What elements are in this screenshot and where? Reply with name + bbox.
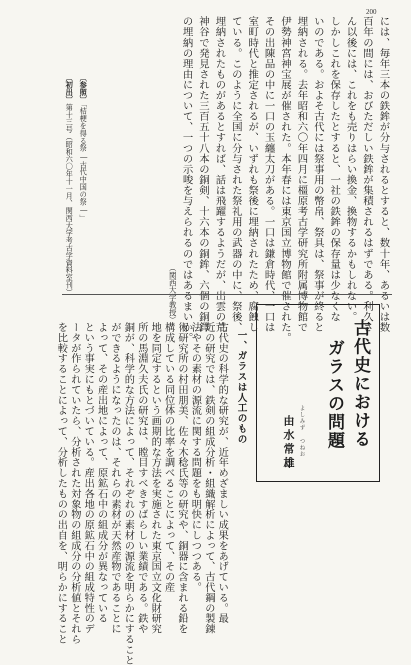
article-body-line: 法やその素材の源流に関する問題をも明快にしつつある。 [189, 322, 201, 593]
article-body-line: ータが作られていたら、分析された対象物の組成分の分析値とそれら [68, 322, 80, 645]
body-line: の埋納の理由について、一つの示唆を与えられるのではあるまいか。 [180, 16, 193, 344]
note-reference-text: 「桔梗を得る祭―古代中国の祭―」 [79, 103, 89, 223]
article-body-line: ができるようになったのは、それらの素材が天然産物であることに [109, 322, 120, 634]
body-line: その出陳品の中に一口の玉纏太刀がある。一口は鎌倉時代、一口は [262, 16, 275, 333]
article-body-line: 古代史の科学的な研究が、近年めざましい成果をあげている。最 [216, 322, 228, 624]
body-line: 室町時代と推定されるが、いずれも祭後に埋納されたため、腐蝕し [246, 16, 259, 333]
article-title-line-2: ガラスの問題 [324, 339, 344, 450]
body-line: 伊勢神宮神宝展が催された。本年春には東京国立博物館で催された。 [279, 16, 291, 344]
section-heading: 一、ガラスは人工のもの [235, 330, 247, 445]
body-line: 神谷で発見された三百五十八本の銅剣、十六本の銅鉾、六個の銅鐸 [197, 16, 209, 333]
article-body-line: よって、その産出地によって、原鉱石中の組成分が異なっている [95, 322, 107, 624]
article-body-line: 銅が、科学的な方法によって、それぞれの素材の源流を明らかにすること [122, 322, 134, 665]
article-body-line: という事実にもとづいている。産出各地の原鉱石中の組成特性のデ [82, 322, 94, 634]
article-body-line: 所の馬淵久夫氏の研究は、瞠目すべきすばらしい業績である。鉄や [135, 322, 147, 634]
note-first-published-label: 〔初出〕 [65, 74, 75, 104]
body-line: 埋納されたものがあるとすれば、話は飛躍するようだが、出雲の荒 [213, 16, 226, 333]
article-body-line: 近の研究では、鉄剣の組成分析・組織解析によって、古代鋼の製錬 [202, 322, 214, 634]
article-title-line-1: 古代史における [350, 319, 370, 449]
note-column [80, 74, 87, 222]
note-reference-label: 〔参照〕 [79, 74, 89, 104]
body-line: ている。このように全国に分与された祭礼用の武器の中に、祭後、 [229, 16, 242, 333]
note-column [66, 74, 73, 296]
article-body-line: を比較することによって、分析したものの出自を、明らかにすること [55, 322, 67, 645]
author-furigana: よしみず つねお [298, 405, 305, 458]
article-body-line: 術研究所の村田朋美、佐々木稔氏等の研究や、銅器に含まれる鉛を [176, 322, 187, 634]
article-body-line: 地を同定するという画期的な方法を実施された東京国立文化財研究 [149, 322, 161, 634]
note-first-published-text: 第十三号（昭和六〇年十一月、関西大学考古学資料室刊） [65, 103, 75, 297]
previous-article-section [62, 16, 392, 344]
body-line: しかしこれを保存したとすると、一社の鉄鉾の保存量は少なくな [328, 16, 341, 322]
article-body-line: 構成している同位体の比率を調べることによって、その産 [162, 322, 174, 593]
page-number: 200 [366, 8, 377, 16]
body-line: には、毎年三本の鉄鉾が分与されるとすると、数十年、あるいは数 [377, 16, 390, 333]
body-line: いのである。およそ古代には祭事用の幣帛、祭具は、祭事が終ると [311, 16, 324, 333]
body-line: 百年の間には、おびただしい鉄鉾が集積されるはずである。利久さ [361, 16, 373, 333]
body-line: 埋納される。去年昭和六〇年四月に橿原考古学研究所附属博物館で [295, 16, 308, 333]
section-divider [62, 294, 392, 295]
body-line: ん以後には、これをも売りはらい換金、換物するかもしれない。 [344, 16, 357, 322]
author-name: 由水常雄 [282, 415, 295, 471]
author-affiliation: （関西大学教授） [168, 264, 178, 324]
article-title-box [256, 304, 380, 482]
